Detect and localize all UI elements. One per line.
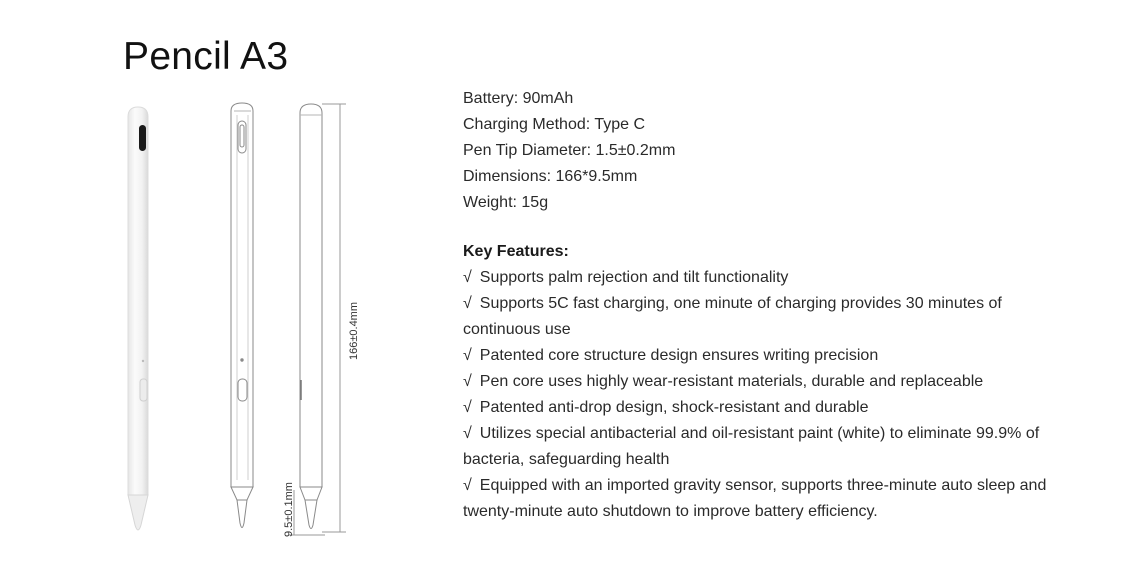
feature-text: Equipped with an imported gravity sensor, supports three-minute auto sleep and twenty-minute auto shutdown to improve battery efficiency. — [463, 477, 1047, 520]
page-title: Pencil A3 — [123, 35, 289, 78]
check-icon: √ — [463, 399, 472, 416]
product-illustrations — [110, 95, 390, 545]
spec-dimensions: Dimensions: 166*9.5mm — [463, 168, 638, 185]
feature-text: Pen core uses highly wear-resistant materials, durable and replaceable — [479, 373, 984, 390]
feature-text: Utilizes special antibacterial and oil-resistant paint (white) to eliminate 99.9% of bacteria, safeguarding health — [463, 425, 1040, 468]
length-dimension-label: 166±0.4mm — [348, 301, 360, 360]
pencil-drawings — [110, 95, 390, 545]
pencil-photo — [128, 107, 148, 530]
check-icon: √ — [463, 373, 472, 390]
check-icon: √ — [463, 295, 472, 312]
check-icon: √ — [463, 347, 472, 364]
feature-text: Patented core structure design ensures writing precision — [479, 347, 879, 364]
spec-tip-diameter: Pen Tip Diameter: 1.5±0.2mm — [463, 142, 676, 159]
spec-weight: Weight: 15g — [463, 194, 549, 211]
spec-battery: Battery: 90mAh — [463, 90, 574, 107]
check-icon: √ — [463, 425, 472, 442]
feature-item — [463, 291, 1063, 343]
feature-text: Supports 5C fast charging, one minute of charging provides 30 minutes of continuous use — [463, 295, 1002, 338]
pencil-front-drawing — [231, 103, 253, 528]
feature-item — [463, 395, 1063, 421]
feature-item — [463, 343, 1063, 369]
feature-text: Supports palm rejection and tilt functionality — [479, 269, 789, 286]
pencil-side-drawing — [288, 104, 346, 535]
spec-charging-method: Charging Method: Type C — [463, 116, 646, 133]
feature-text: Patented anti-drop design, shock-resistant and durable — [479, 399, 869, 416]
check-icon: √ — [463, 477, 472, 494]
side-button — [140, 379, 147, 401]
diameter-dimension-label: 9.5±0.1mm — [283, 482, 295, 537]
feature-item — [463, 265, 1063, 291]
feature-item — [463, 421, 1063, 473]
spec-panel — [463, 86, 1063, 525]
indicator-slot — [139, 125, 146, 151]
features-heading: Key Features: — [463, 243, 569, 260]
feature-item — [463, 473, 1063, 525]
check-icon: √ — [463, 269, 472, 286]
pen-tip — [128, 495, 148, 530]
feature-item — [463, 369, 1063, 395]
